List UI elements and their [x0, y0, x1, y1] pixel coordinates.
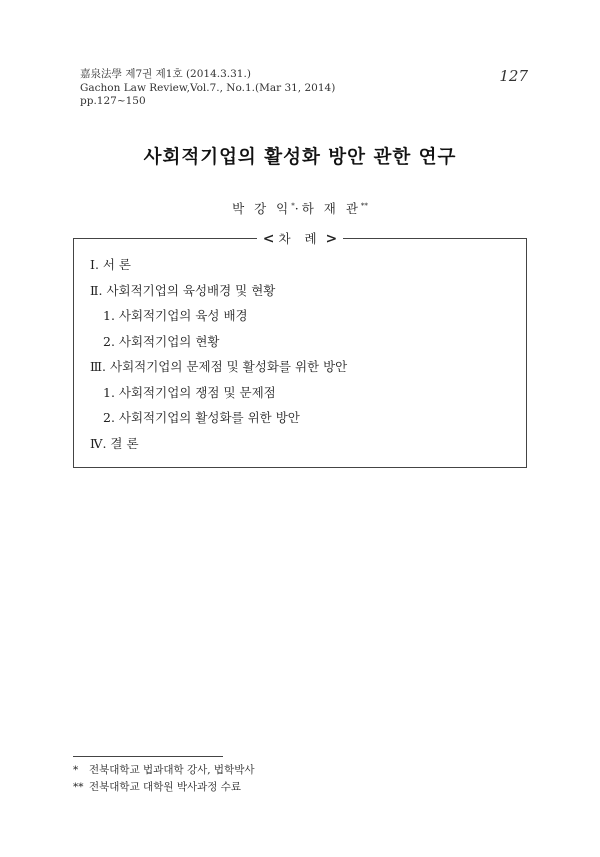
footnote-mark: **	[73, 781, 84, 793]
page-number: 127	[499, 67, 528, 85]
toc-item: Ⅱ. 사회적기업의 육성배경 및 현황	[90, 282, 276, 298]
toc-item: Ⅳ. 결 론	[90, 435, 139, 451]
toc-item: Ⅰ. 서 론	[90, 257, 132, 272]
author-name: 박 강 익	[232, 201, 292, 216]
toc-subitem: 1. 사회적기업의 쟁점 및 문제점	[103, 384, 276, 400]
left-angle-bracket: <	[262, 231, 275, 247]
toc-subitem: 2. 사회적기업의 현황	[103, 333, 220, 349]
author-name: 하 재 관	[301, 201, 361, 216]
footnote	[73, 762, 255, 779]
toc-subitem: 1. 사회적기업의 육성 배경	[103, 308, 248, 323]
footnote-mark: *	[73, 764, 79, 776]
paper-title: 사회적기업의 활성화 방안 관한 연구	[143, 147, 457, 168]
author-footnote-mark: *	[291, 201, 295, 210]
journal-title-korean: 嘉泉法學 제7권 제1호 (2014.3.31.)	[80, 68, 251, 80]
table-of-contents-heading	[0, 229, 600, 247]
footnotes	[73, 762, 255, 796]
toc-heading-label: 차 례	[278, 231, 322, 246]
footnote-text: 전북대학교 법과대학 강사, 법학박사	[89, 764, 255, 776]
journal-title-english: Gachon Law Review,Vol.7., No.1.(Mar 31, 2014)	[80, 81, 336, 94]
toc-list	[90, 252, 347, 456]
author-line	[0, 199, 600, 217]
footnote	[73, 779, 255, 796]
journal-header	[80, 68, 335, 109]
author-separator: ·	[294, 201, 302, 216]
footnote-divider	[73, 756, 223, 757]
right-angle-bracket: >	[325, 231, 338, 247]
page-range: pp.127~150	[80, 95, 146, 107]
toc-item: Ⅲ. 사회적기업의 문제점 및 활성화를 위한 방안	[90, 359, 348, 374]
author-footnote-mark: **	[360, 201, 368, 210]
toc-subitem: 2. 사회적기업의 활성화를 위한 방안	[103, 410, 300, 425]
footnote-text: 전북대학교 대학원 박사과정 수료	[89, 781, 242, 793]
